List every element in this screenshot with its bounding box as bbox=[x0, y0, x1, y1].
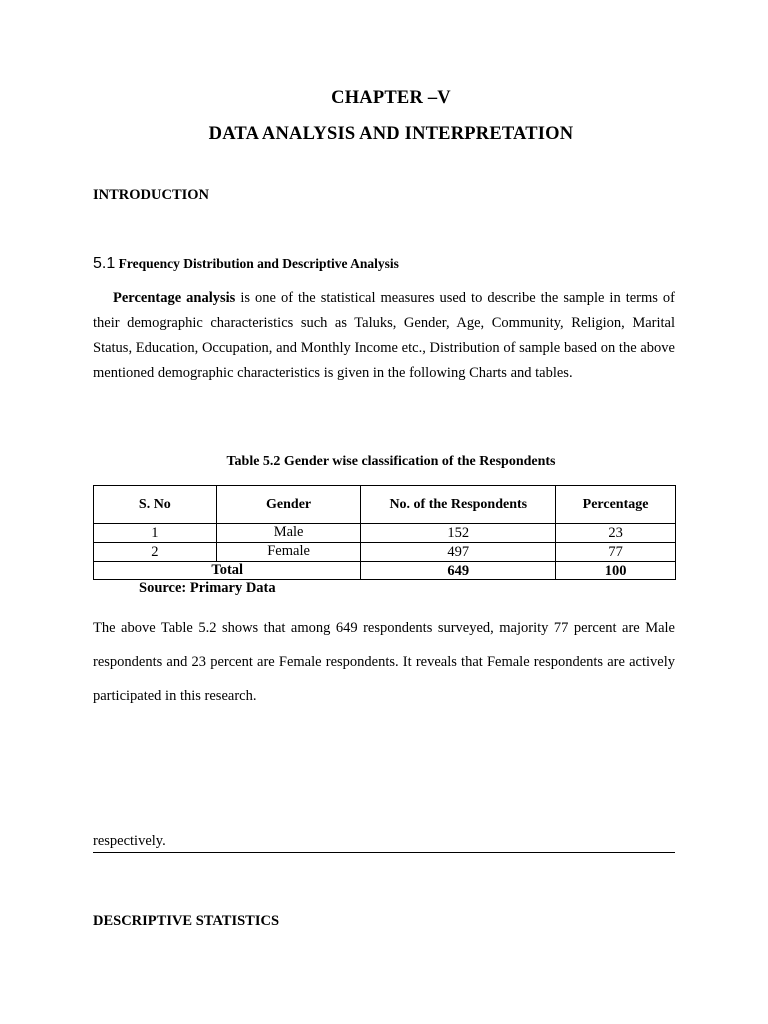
cell-sno: 1 bbox=[94, 524, 217, 543]
chapter-title: DATA ANALYSIS AND INTERPRETATION bbox=[208, 124, 574, 144]
respectively-text: respectively. bbox=[93, 833, 166, 849]
header-sno: S. No bbox=[94, 486, 217, 524]
header-respondents: No. of the Respondents bbox=[361, 486, 556, 524]
gender-table bbox=[93, 485, 676, 580]
cell-total-label: Total bbox=[94, 562, 361, 580]
introduction-heading: INTRODUCTION bbox=[93, 187, 210, 203]
header-gender: Gender bbox=[216, 486, 361, 524]
horizontal-rule bbox=[93, 852, 675, 853]
cell-percentage: 23 bbox=[556, 524, 676, 543]
table-source: Source: Primary Data bbox=[139, 580, 276, 596]
cell-total-respondents: 649 bbox=[361, 562, 556, 580]
cell-percentage: 77 bbox=[556, 543, 676, 562]
table-total-row bbox=[94, 562, 676, 580]
chapter-heading: CHAPTER –V bbox=[331, 88, 451, 108]
cell-gender: Female bbox=[216, 543, 361, 562]
table-header-row bbox=[94, 486, 676, 524]
cell-respondents: 152 bbox=[361, 524, 556, 543]
paragraph-body: is one of the statistical measures used to describe the sample in terms of their demographic characteristics such as Taluks, Gender, Age, Community, Religion, Marital Status, Education, Occupation, and Monthly Income etc., Distribution of sample based on the above mentioned demographic characteristics is given in the following Charts and tables. bbox=[93, 290, 675, 381]
descriptive-statistics-heading: DESCRIPTIVE STATISTICS bbox=[93, 913, 280, 929]
cell-total-percentage: 100 bbox=[556, 562, 676, 580]
paragraph-table-interpretation: The above Table 5.2 shows that among 649 respondents surveyed, majority 77 percent are Male respondents and 23 percent are Female respondents. It reveals that Female respondents are actively participated in this research. bbox=[93, 620, 675, 704]
section-heading bbox=[93, 255, 399, 273]
section-title: Frequency Distribution and Descriptive Analysis bbox=[118, 256, 399, 271]
paragraph-bold-lead: Percentage analysis bbox=[113, 290, 236, 306]
table-caption: Table 5.2 Gender wise classification of the Respondents bbox=[226, 454, 556, 469]
cell-sno: 2 bbox=[94, 543, 217, 562]
table-row bbox=[94, 524, 676, 543]
cell-respondents: 497 bbox=[361, 543, 556, 562]
cell-gender: Male bbox=[216, 524, 361, 543]
table-row bbox=[94, 543, 676, 562]
section-number: 5.1 bbox=[93, 255, 116, 272]
paragraph-percentage-analysis bbox=[93, 286, 675, 386]
header-percentage: Percentage bbox=[556, 486, 676, 524]
